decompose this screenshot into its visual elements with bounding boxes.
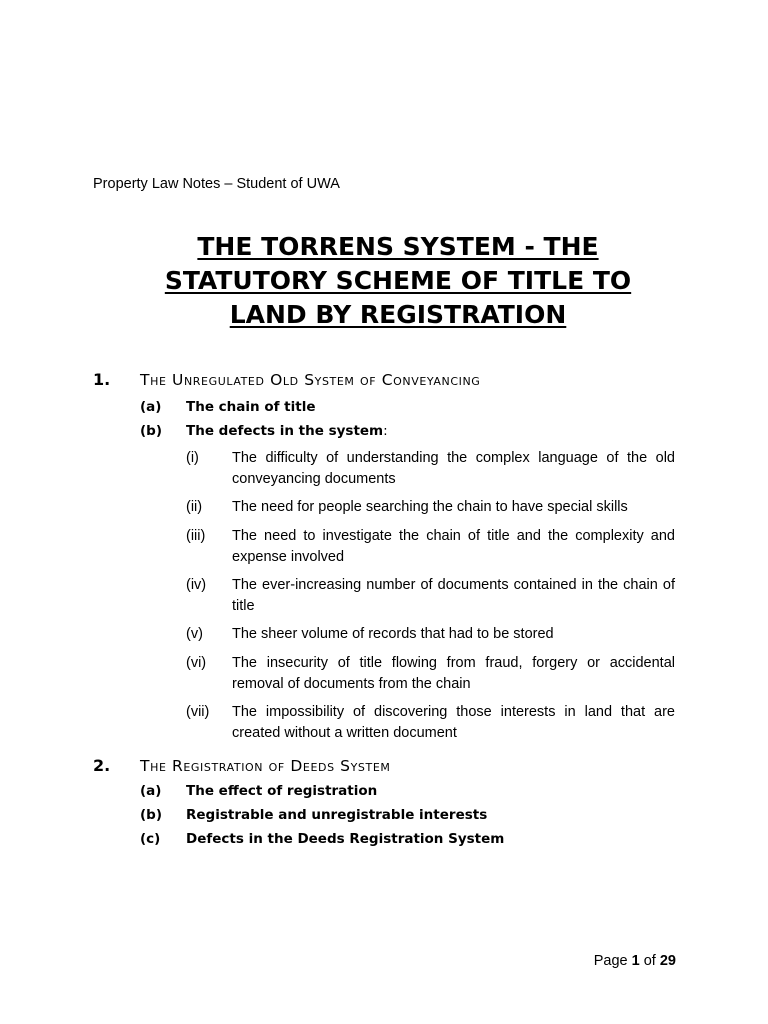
item-label: (i) [186, 450, 199, 466]
list-item-v [186, 624, 675, 645]
list-item-ii [186, 497, 675, 518]
page-number-footer [594, 953, 676, 969]
list-item-vi [186, 653, 675, 695]
item-text: The ever-increasing number of documents contained in the chain of title [232, 577, 675, 614]
subsection-label: (c) [140, 831, 161, 847]
item-text: The impossibility of discovering those interests in land that are created without a written document [232, 704, 675, 741]
item-label: (vi) [186, 655, 207, 671]
item-label: (iv) [186, 577, 207, 593]
of-word: of [643, 953, 656, 969]
item-text: The sheer volume of records that had to be stored [232, 626, 554, 642]
section-title: The Unregulated Old System of Conveyancing [140, 371, 481, 389]
item-text: The insecurity of title flowing from fraud, forgery or accidental removal of documents from the chain [232, 655, 675, 692]
current-page-number: 1 [631, 953, 640, 969]
document-title [100, 230, 696, 332]
item-label: (iii) [186, 528, 206, 544]
header-note: Property Law Notes – Student of UWA [93, 176, 340, 192]
section-number: 1. [93, 370, 111, 389]
page-word: Page [593, 953, 628, 969]
subsection-text: Defects in the Deeds Registration System [186, 831, 505, 847]
item-text: The need for people searching the chain to have special skills [232, 499, 628, 515]
title-line-3: LAND BY REGISTRATION [229, 300, 567, 329]
list-item-i [186, 448, 675, 490]
subsection-label: (a) [140, 399, 162, 415]
subsection-2a [140, 783, 377, 799]
item-text: The need to investigate the chain of title and the complexity and expense involved [232, 528, 675, 565]
total-pages-number: 29 [659, 953, 676, 969]
section-title: The Registration of Deeds System [140, 757, 391, 775]
subsection-text: The chain of title [186, 399, 316, 415]
list-item-iv [186, 575, 675, 617]
item-label: (ii) [186, 499, 203, 515]
item-label: (v) [186, 626, 203, 642]
item-label: (vii) [186, 704, 210, 720]
subsection-label: (a) [140, 783, 162, 799]
subsection-colon: : [383, 423, 388, 439]
subsection-label: (b) [140, 423, 163, 439]
subsection-1a [140, 399, 316, 415]
subsection-1b [140, 423, 388, 439]
subsection-label: (b) [140, 807, 163, 823]
subsection-2c [140, 831, 504, 847]
subsection-text: Registrable and unregistrable interests [186, 807, 488, 823]
section-number: 2. [93, 756, 111, 775]
subsection-text: The defects in the system [186, 423, 384, 439]
item-text: The difficulty of understanding the complex language of the old conveyancing documents [232, 450, 675, 487]
subsection-text: The effect of registration [186, 783, 378, 799]
section-heading-1 [93, 370, 480, 389]
section-heading-2 [93, 756, 390, 775]
title-line-2: STATUTORY SCHEME OF TITLE TO [164, 266, 632, 295]
list-item-vii [186, 702, 675, 744]
subsection-2b [140, 807, 487, 823]
title-line-1: THE TORRENS SYSTEM - THE [197, 232, 599, 261]
list-item-iii [186, 526, 675, 568]
